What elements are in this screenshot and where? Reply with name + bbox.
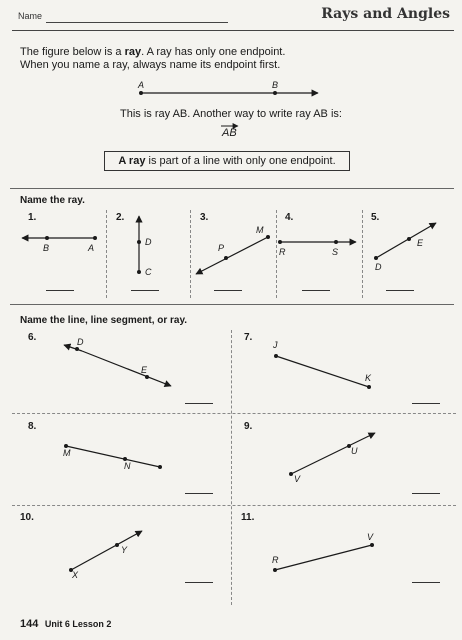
answer-line-5[interactable] bbox=[386, 290, 414, 291]
figure-5 bbox=[374, 223, 436, 260]
p5-label-e: E bbox=[417, 238, 424, 248]
grid-center-divider bbox=[231, 330, 232, 605]
divider-2-3 bbox=[190, 210, 191, 298]
p11-label-v: V bbox=[367, 532, 374, 542]
p10-label-y: Y bbox=[121, 545, 128, 555]
problem-5-number: 5. bbox=[371, 212, 380, 223]
answer-line-10[interactable] bbox=[185, 582, 213, 583]
p9-label-u: U bbox=[351, 446, 358, 456]
page-number: 144 bbox=[20, 618, 39, 630]
problem-1-number: 1. bbox=[28, 212, 37, 223]
section-2-divider bbox=[10, 304, 454, 305]
p3-label-m: M bbox=[256, 225, 264, 235]
grid-row-divider-2 bbox=[12, 505, 456, 506]
name-label: Name bbox=[18, 11, 43, 21]
page-title: Rays and Angles bbox=[321, 6, 450, 22]
divider-3-4 bbox=[276, 210, 277, 298]
divider-4-5 bbox=[362, 210, 363, 298]
figure-10 bbox=[69, 531, 142, 572]
figure-11 bbox=[273, 543, 374, 572]
page-footer bbox=[20, 618, 111, 630]
p9-label-v: V bbox=[294, 474, 301, 484]
p1-label-b: B bbox=[43, 243, 50, 253]
section-1-heading: Name the ray. bbox=[20, 195, 85, 206]
answer-line-1[interactable] bbox=[46, 290, 74, 291]
answer-line-4[interactable] bbox=[302, 290, 330, 291]
example-ray bbox=[139, 91, 318, 95]
answer-line-6[interactable] bbox=[185, 403, 213, 404]
p10-label-x: X bbox=[72, 570, 79, 580]
problem-9-number: 9. bbox=[244, 421, 253, 432]
figure-1 bbox=[22, 236, 97, 240]
figure-6 bbox=[64, 345, 171, 386]
example-point-a-label: A bbox=[138, 80, 145, 90]
figure-2 bbox=[137, 216, 141, 274]
p11-label-r: R bbox=[272, 555, 279, 565]
problem-10-number: 10. bbox=[20, 512, 34, 523]
p2-label-c: C bbox=[145, 267, 152, 277]
answer-line-11[interactable] bbox=[412, 582, 440, 583]
p6-label-d: D bbox=[77, 337, 84, 347]
p1-label-a: A bbox=[88, 243, 95, 253]
problem-8-number: 8. bbox=[28, 421, 37, 432]
figure-4 bbox=[278, 240, 356, 244]
p4-label-s: S bbox=[332, 247, 339, 257]
problem-3-number: 3. bbox=[200, 212, 209, 223]
figure-7 bbox=[274, 354, 371, 389]
divider-1-2 bbox=[106, 210, 107, 298]
ray-notation: AB bbox=[222, 127, 237, 139]
p6-label-e: E bbox=[141, 365, 148, 375]
example-caption: This is ray AB. Another way to write ray AB is: bbox=[120, 108, 342, 120]
answer-line-9[interactable] bbox=[412, 493, 440, 494]
problem-7-number: 7. bbox=[244, 332, 253, 343]
intro-line-1: The figure below is a ray. A ray has only one endpoint. bbox=[20, 46, 286, 58]
figure-3 bbox=[196, 235, 270, 274]
p7-label-j: J bbox=[273, 340, 278, 350]
p7-label-k: K bbox=[365, 373, 372, 383]
figure-9 bbox=[289, 433, 375, 476]
p4-label-r: R bbox=[279, 247, 286, 257]
grid-row-divider-1 bbox=[12, 413, 456, 414]
p8-label-m: M bbox=[63, 448, 71, 458]
answer-line-7[interactable] bbox=[412, 403, 440, 404]
answer-line-2[interactable] bbox=[131, 290, 159, 291]
problem-6-number: 6. bbox=[28, 332, 37, 343]
lesson-label: Unit 6 Lesson 2 bbox=[44, 619, 112, 629]
figure-8 bbox=[64, 444, 162, 469]
definition-box: A ray is part of a line with only one endpoint. bbox=[104, 151, 350, 171]
answer-line-3[interactable] bbox=[214, 290, 242, 291]
section-1-divider bbox=[10, 188, 454, 189]
p3-label-p: P bbox=[218, 243, 225, 253]
problem-2-number: 2. bbox=[116, 212, 125, 223]
p8-label-n: N bbox=[124, 461, 131, 471]
problem-11-number: 11. bbox=[241, 512, 255, 523]
section-2-heading: Name the line, line segment, or ray. bbox=[20, 315, 188, 326]
p5-label-d: D bbox=[375, 262, 382, 272]
intro-line-2: When you name a ray, always name its endpoint first. bbox=[20, 59, 281, 71]
p2-label-d: D bbox=[145, 237, 152, 247]
example-point-b-label: B bbox=[272, 80, 279, 90]
problem-4-number: 4. bbox=[285, 212, 294, 223]
answer-line-8[interactable] bbox=[185, 493, 213, 494]
